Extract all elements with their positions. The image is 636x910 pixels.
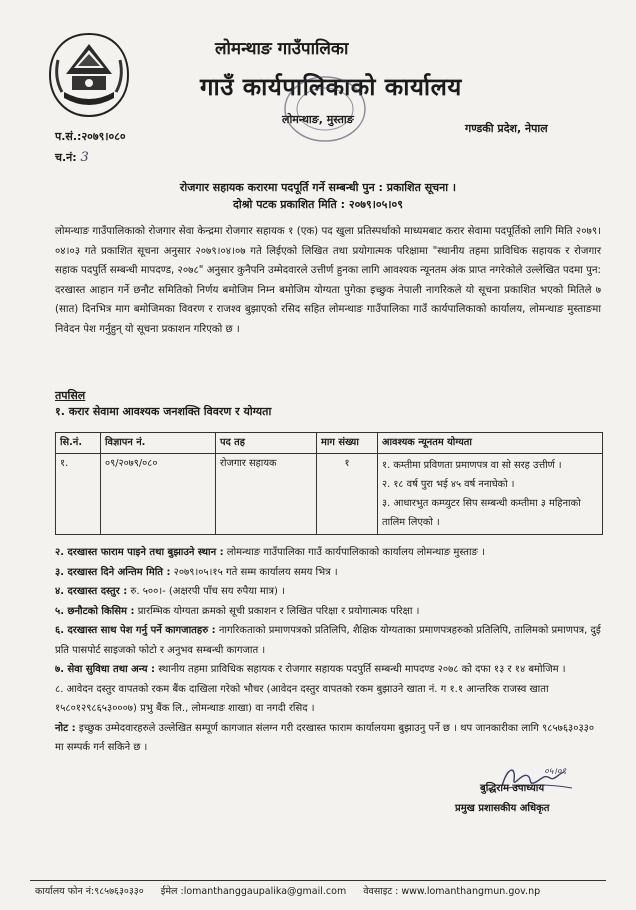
item-text: नागरिकताको प्रमाणपत्रको प्रतिलिपि, शैक्षिक योग्यताका प्रमाणपत्रहरुको प्रतिलिपि, तालिमको प्रमाणपत्र, दुई प्रति पासपोर्ट साइजको फोटो र अनुभव सम्बन्धी कागजात । [55,625,601,656]
signature-date: ०५।०९ [544,767,567,777]
col-ad-no: विज्ञापन नं. [101,433,216,454]
list-item [55,582,603,602]
footer-divider [30,880,606,881]
footer-phone: कार्यालय फोन नं:९८५७६३०३३० [35,886,144,897]
cell-ad-no: ०९/२०७९/०८० [101,454,216,535]
item-text: स्थानीय तहमा प्राविधिक सहायक र रोजगार सहायक पदपुर्ति सम्बन्धी मापदण्ड २०७८ को दफा १३ र १४ बमोजिम । [155,664,566,675]
item-text: ८. आवेदन दस्तुर वापतको रकम बैंक दाखिला गरेको भौचर (आवेदन दस्तुर वापतको रकम बुझाउने खाता नं. ग १.१ आन्तरिक राजस्व खाता १५८०१२९८६५३०००७) प्रभु बैंक लि., लोमन्थाङ शाखा) वा नगदी रसिद । [55,683,549,714]
col-qualification: आवश्यक न्यूनतम योग्यता [378,433,603,454]
section1-heading: १. करार सेवामा आवश्यक जनशक्ति विवरण र योग्यता [55,405,272,418]
cell-sn: १. [56,454,101,535]
footer-website: वेवसाइट : www.lomanthangmun.gov.np [363,886,541,897]
municipality-name: लोमन्थाङ गाउँपालिका [215,39,349,59]
footer [35,884,615,897]
item-text: इच्छुक उम्मेदवारहरुले उल्लेखित सम्पूर्ण कागजात संलग्न गरी दरखास्त फाराम कार्यालयमा बुझाउनु पर्ने छ । थप जानकारीका लागि ९८५७६३०३३० मा सम्पर्क गर्न सकिने छ । [55,722,595,753]
province-label: गण्डकी प्रदेश, नेपाल [465,122,548,135]
notice-title: रोजगार सहायक करारमा पदपूर्ति गर्ने सम्बन्धी पुन : प्रकाशित सूचना । [179,181,457,194]
cell-qualification [378,454,603,535]
list-item [55,543,603,563]
list-item [55,660,603,680]
item-label: ५. छनौटको किसिम : [55,605,135,617]
nepal-emblem-logo [44,30,134,120]
requirements-table [55,432,603,535]
table-header-row [56,433,603,454]
item-text: प्रारम्भिक योग्यता क्रमको सूची प्रकाशन र लिखित परिक्षा र प्रयोगात्मक परिक्षा । [134,605,420,617]
dispatch-number [55,150,89,165]
list-item [55,563,603,583]
qualification-1: १. कम्तीमा प्रविणता प्रमाणपत्र वा सो सरह उत्तीर्ण । [382,460,562,471]
item-label: २. दरखास्त फाराम पाइने तथा बुझाउने स्थान : [55,547,224,558]
col-count: माग संख्या [317,433,378,454]
annex-heading: तपसिल [55,389,86,402]
footer-email: ईमेल :lomanthanggaupalika@gmail.com [160,886,347,897]
item-label: नोट : [55,722,76,734]
item-text: रु. ५००।- (अक्षरपी पाँच सय रुपैया मात्र) । [127,586,285,597]
reference-number: प.सं.:२०७९।०८० [55,130,126,143]
qualification-3: ३. आधारभुत कम्प्युटर सिप सम्बन्धी कम्तीमा ३ महिनाको तालिम लिएको । [382,498,581,528]
item-label: ६. दरखास्त साथ पेश गर्नु पर्ने कागजातहरु : [55,625,216,636]
item-label: ३. दरखास्त दिने अन्तिम मिति : [55,566,171,578]
list-item [55,621,603,660]
cell-count: १ [317,454,378,535]
qualification-2: २. १८ वर्ष पुरा भई ४५ वर्ष ननाघेको । [382,479,515,490]
office-stamp [280,72,370,146]
dispatch-label: च.नं: [55,151,77,164]
signatory-title: प्रमुख प्रशासकीय अधिकृत [455,803,550,814]
col-post: पद तह [216,433,317,454]
office-location: लोमन्थाङ, मुस्ताङ [282,113,354,126]
signatory-name: बुद्धिराम उपाध्याय [480,783,545,794]
col-sn: सि.नं. [56,433,101,454]
item-text: २०७९।०५।१५ गते सम्म कार्यालय समय भित्र । [170,566,338,578]
details-list [55,543,603,758]
list-item [55,719,603,758]
table-row [56,454,603,535]
dispatch-handwritten: 3 [80,150,89,165]
item-label: ७. सेवा सुविधा तथा अन्य : [55,664,156,675]
notice-subtitle: दोश्रो पटक प्रकाशित मिति : २०७९।०५।०९ [233,198,403,211]
cell-post: रोजगार सहायक [216,454,317,535]
list-item [55,602,603,622]
notice-body: लोमन्थाङ गाउँपालिकाको रोजगार सेवा केन्द्रमा रोजगार सहायक १ (एक) पद खुला प्रतिस्पर्धाको माध्यमबाट करार सेवामा पदपूर्तिको लागि मिति २०७९।०४।०३ गते प्रकाशित सूचना अनुसार २०७९।०४।०७ गते लिईएको लिखित तथा प्रयोगात्मक परिक्षामा "स्थानीय तहमा प्राविधिक सहायक र रोजगार सहाक पदपुर्ति सम्बन्धी मापदण्ड, २०७८" अनुसार कुनैपनि उम्मेदवारले उत्तीर्ण हुनका लागि आवश्यक न्यूनतम अंक प्राप्त नगरेकोले उल्लेखित पदमा पुन: दरखास्त आहान गर्ने छनौट समितिको निर्णय बमोजिम निम्न बमोजिम योग्यता पुगेका इच्छुक नेपाली नागरिकले यो सूचना प्रकाशित भएको मितिले ७ (सात) दिनभित्र माग बमोजिमका विवरण र राजश्व बुझाएको रसिद सहित लोमन्थाङ गाउँपालिका गाउँ कार्यपालिकाको कार्यालय, लोमन्थाङ मुस्ताङमा निवेदन पेश गर्नुहुन् यो सूचना प्रकाशन गरिएको छ । [55,226,601,335]
list-item [55,680,603,719]
office-name: गाउँ कार्यपालिकाको कार्यालय [200,73,462,101]
item-label: ४. दरखास्त दस्तुर : [55,586,128,597]
item-text: लोमन्थाङ गाउँपालिका गाउँ कार्यपालिकाको कार्यालय लोमन्थाङ मुस्ताङ । [223,547,485,558]
